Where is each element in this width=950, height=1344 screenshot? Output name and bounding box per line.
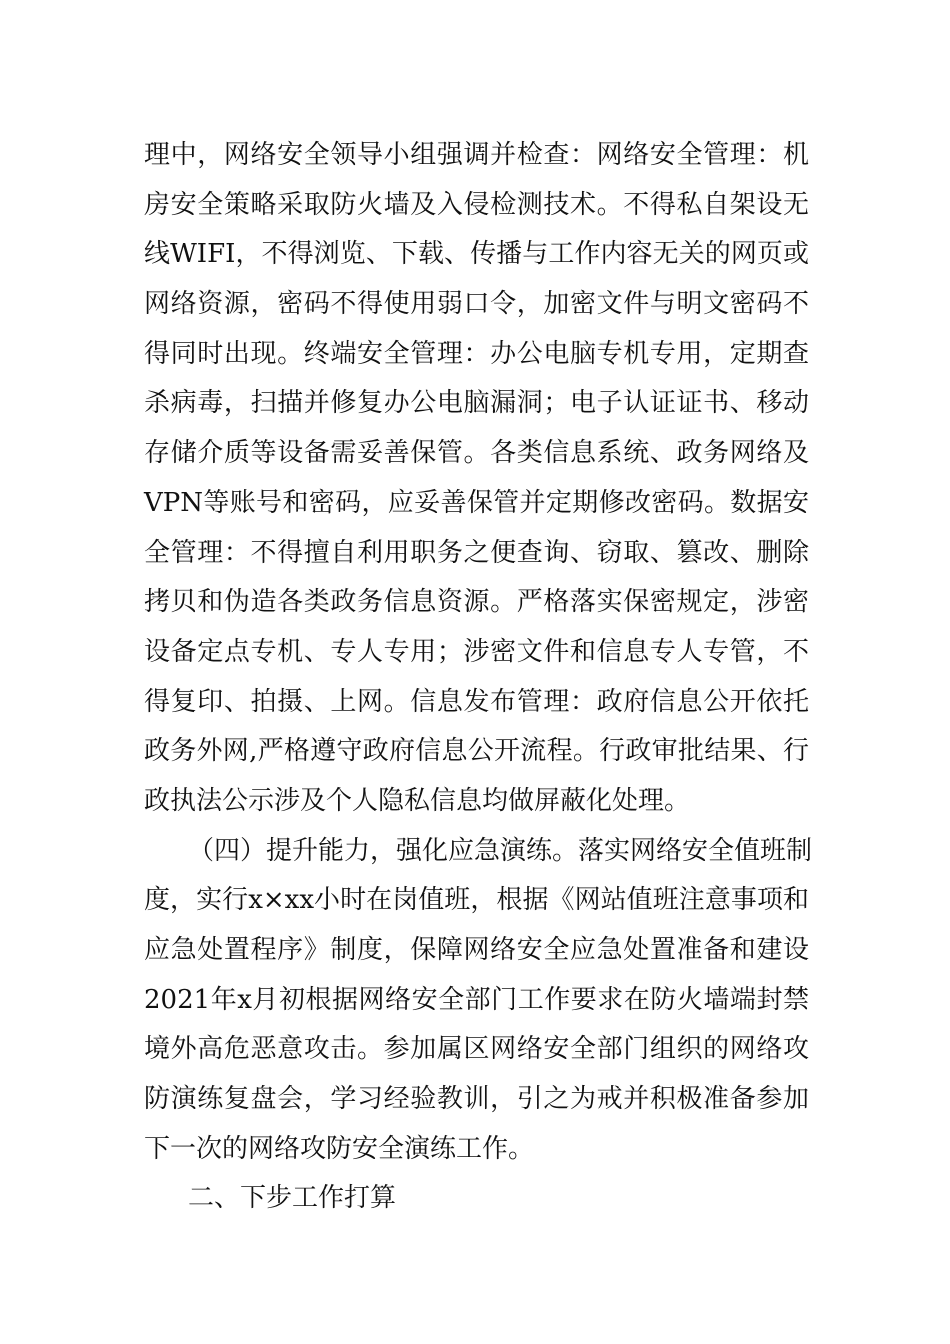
paragraph-line: 政执法公示涉及个人隐私信息均做屏蔽化处理。 xyxy=(144,785,691,816)
paragraph-line: 境外高危恶意攻击。参加属区网络安全部门组织的网络攻 xyxy=(144,1034,809,1065)
paragraph-line: 房安全策略采取防火墙及入侵检测技术。不得私自架设无 xyxy=(144,189,809,220)
paragraph-line: 杀病毒，扫描并修复办公电脑漏洞；电子认证证书、移动 xyxy=(144,388,809,419)
paragraph-line: 度，实行x×xx小时在岗值班，根据《网站值班注意事项和 xyxy=(144,885,809,916)
paragraph-line: 理中，网络安全领导小组强调并检查：网络安全管理：机 xyxy=(144,140,809,170)
paragraph-line: （四）提升能力，强化应急演练。落实网络安全值班制 xyxy=(188,835,813,866)
paragraph-line: 应急处置程序》制度，保障网络安全应急处置准备和建设 xyxy=(144,935,809,965)
section-heading: 二、下步工作打算 xyxy=(188,1183,397,1214)
paragraph-line: 得复印、拍摄、上网。信息发布管理：政府信息公开依托 xyxy=(144,686,809,717)
paragraph-line: 存储介质等设备需妥善保管。各类信息系统、政务网络及 xyxy=(144,438,809,469)
paragraph-line: 防演练复盘会，学习经验教训，引之为戒并积极准备参加 xyxy=(144,1084,809,1115)
paragraph-line: 下一次的网络攻防安全演练工作。 xyxy=(144,1133,535,1164)
paragraph-line: 政务外网,严格遵守政府信息公开流程。行政审批结果、行 xyxy=(144,736,809,767)
paragraph-line: 得同时出现。终端安全管理：办公电脑专机专用，定期查 xyxy=(144,338,809,369)
document-body xyxy=(144,131,813,1224)
paragraph-line: VPN等账号和密码，应妥善保管并定期修改密码。数据安 xyxy=(144,487,809,518)
paragraph-line: 2021年x月初根据网络安全部门工作要求在防火墙端封禁 xyxy=(144,984,809,1015)
paragraph-line: 设备定点专机、专人专用；涉密文件和信息专人专管，不 xyxy=(144,636,809,667)
paragraph-line: 全管理：不得擅自利用职务之便查询、窃取、篡改、删除 xyxy=(144,537,809,568)
paragraph-line: 拷贝和伪造各类政务信息资源。严格落实保密规定，涉密 xyxy=(144,587,809,618)
paragraph-line: 网络资源，密码不得使用弱口令，加密文件与明文密码不 xyxy=(144,289,809,320)
paragraph-line: 线WIFI，不得浏览、下载、传播与工作内容无关的网页或 xyxy=(144,239,809,270)
